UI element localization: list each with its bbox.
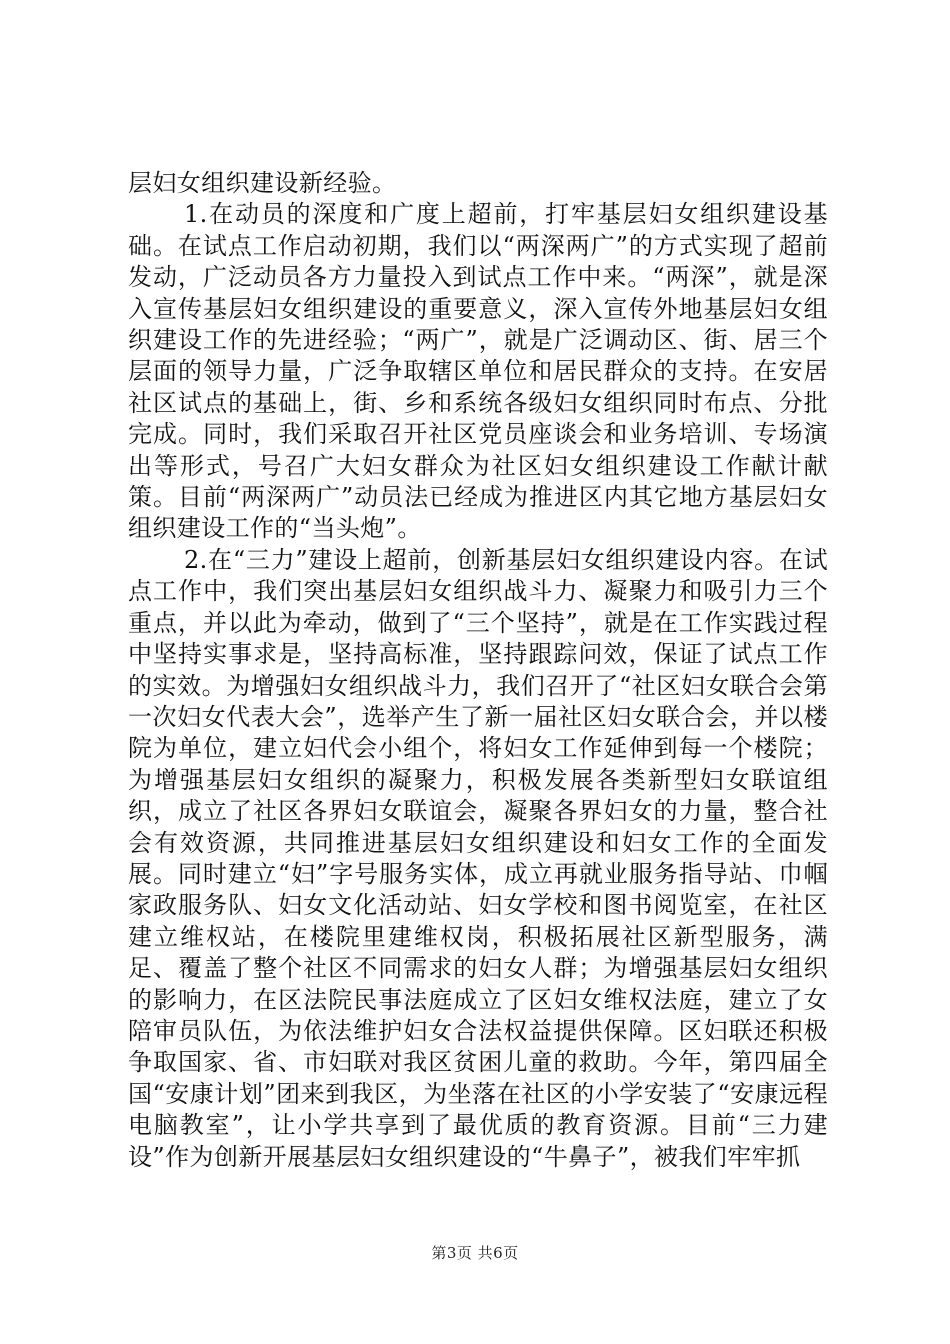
page-footer — [0, 1243, 950, 1263]
paragraph-text: 1.在动员的深度和广度上超前，打牢基层妇女组织建设基础。在试点工作启动初期，我们以“两深两广”的方式实现了超前发动，广泛动员各方力量投入到试点工作中来。“两深”，就是深入宣传基层妇女组织建设的重要意义，深入宣传外地基层妇女组织建设工作的先进经验；“两广”，就是广泛调动区、街、居三个层面的领导力量，广泛争取辖区单位和居民群众的支持。在安居社区试点的基础上，街、乡和系统各级妇女组织同时布点、分批完成。同时，我们采取召开社区党员座谈会和业务培训、专场演出等形式，号召广大妇女群众为社区妇女组织建设工作献计献策。目前“两深两广”动员法已经成为推进区内其它地方基层妇女组织建设工作的“当头炮”。 — [128, 200, 828, 543]
paragraph-mobilization — [128, 199, 828, 544]
document-body — [128, 168, 828, 1173]
paragraph-continuation — [128, 168, 828, 199]
paragraph-text: 层妇女组织建设新经验。 — [128, 169, 397, 197]
paragraph-three-forces — [128, 545, 828, 1173]
page-number: 第3页 共6页 — [431, 1244, 519, 1262]
paragraph-text: 2.在“三力”建设上超前，创新基层妇女组织建设内容。在试点工作中，我们突出基层妇女组织战斗力、凝聚力和吸引力三个重点，并以此为牵动，做到了“三个坚持”，就是在工作实践过程中坚持实事求是，坚持高标准，坚持跟踪问效，保证了试点工作的实效。为增强妇女组织战斗力，我们召开了“社区妇女联合会第一次妇女代表大会”，选举产生了新一届社区妇女联合会，并以楼院为单位，建立妇代会小组个，将妇女工作延伸到每一个楼院；为增强基层妇女组织的凝聚力，积极发展各类新型妇女联谊组织，成立了社区各界妇女联谊会，凝聚各界妇女的力量，整合社会有效资源，共同推进基层妇女组织建设和妇女工作的全面发展。同时建立“妇”字号服务实体，成立再就业服务指导站、巾帼家政服务队、妇女文化活动站、妇女学校和图书阅览室，在社区建立维权站，在楼院里建维权岗，积极拓展社区新型服务，满足、覆盖了整个社区不同需求的妇女人群；为增强基层妇女组织的影响力，在区法院民事法庭成立了区妇女维权法庭，建立了女陪审员队伍，为依法维护妇女合法权益提供保障。区妇联还积极争取国家、省、市妇联对我区贫困儿童的救助。今年，第四届全国“安康计划”团来到我区，为坐落在社区的小学安装了“安康远程电脑教室”，让小学共享到了最优质的教育资源。目前“三力建设”作为创新开展基层妇女组织建设的“牛鼻子”，被我们牢牢抓 — [128, 545, 828, 1171]
